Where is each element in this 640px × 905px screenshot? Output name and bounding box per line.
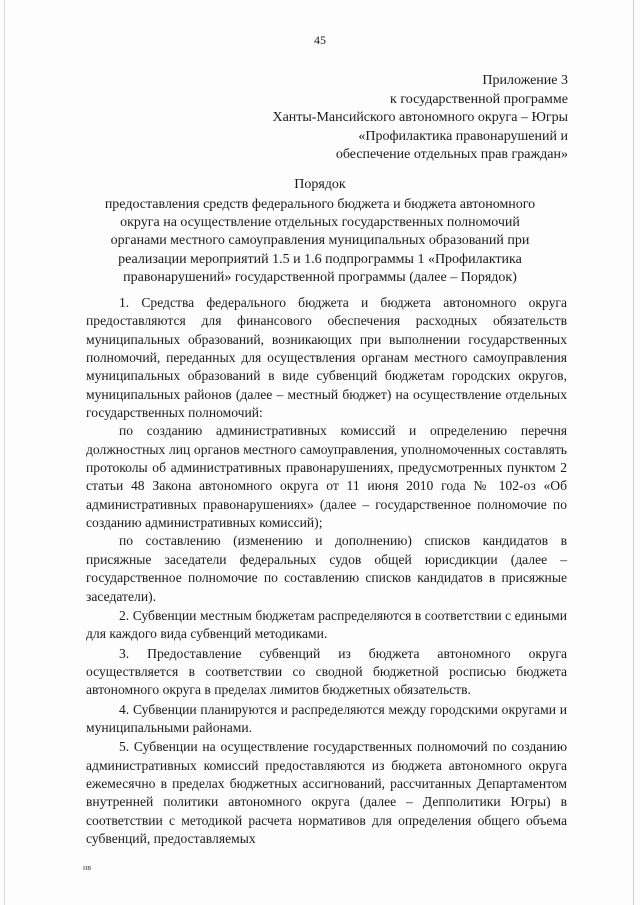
paragraph-5: 3. Предоставление субвенций из бюджета автономного округа осуществляется в соответствии со сводной бюджетной росписью бюджета автономного округа в пределах лимитов бюджетных обязательств. [86, 645, 567, 698]
subtitle-line: округа на осуществление отдельных государственных полномочий [120, 215, 520, 231]
annex-header [272, 72, 568, 165]
paragraph-7: 5. Субвенции на осуществление государственных полномочий по созданию административных комиссий предоставляются из бюджета автономного округа ежемесячно в пределах бюджетных ассигнований, рассчитанных Департаментом внутренней политики автономного округа (далее – Депполитики Югры) в соответствии с методикой расчета нормативов для определения общего объема субвенций, предоставляемых [86, 739, 567, 846]
paragraph-2: по созданию административных комиссий и определению перечня должностных лиц органов местного самоуправления, уполномоченных составлять протоколы об административных правонарушениях, предусмотренных пунктом 2 статьи 48 Закона автономного округа от 11 июня 2010 года № 102-оз «Об административных правонарушениях» (далее – государственное полномочие по созданию административных комиссий); [86, 423, 567, 531]
subtitle-line: органами местного самоуправления муниципальных образований при [110, 233, 530, 249]
scan-edge-right [633, 0, 634, 905]
subtitle-line: реализации мероприятий 1.5 и 1.6 подпрограммы 1 «Профилактика [118, 251, 522, 267]
document-subtitle [82, 196, 558, 287]
scan-edge-left [4, 0, 5, 905]
footer-initials: нв [83, 863, 92, 872]
paragraph-4: 2. Субвенции местным бюджетам распределяются в соответствии с едиными для каждого вида субвенций методиками. [86, 607, 567, 642]
document-body [86, 294, 567, 848]
subtitle-line: предоставления средств федерального бюджета и бюджета автономного [104, 197, 536, 212]
subtitle-line: правонарушений» государственной программы (далее – Порядок) [123, 269, 517, 285]
paragraph-3: по составлению (изменению и дополнению) списков кандидатов в присяжные заседатели федеральных судов общей юрисдикции (далее – государственное полномочие по составлению списков кандидатов в присяжные заседатели). [86, 533, 567, 604]
annex-line: Приложение 3 [482, 73, 568, 88]
annex-line: Ханты-Мансийского автономного округа – Югры [272, 110, 568, 125]
document-title: Порядок [294, 177, 346, 192]
page-number: 45 [314, 33, 326, 47]
paragraph-1: 1. Средства федерального бюджета и бюджета автономного округа предоставляются для финансового обеспечения расходных обязательств муниципальных образований, возникающих при выполнении государственных полномочий, переданных для осуществления органам местного самоуправления муниципальных образований в виде субвенций бюджетам городских округов, муниципальных районов (далее – местный бюджет) на осуществление отдельных государственных полномочий: [86, 295, 567, 421]
annex-line: обеспечение отдельных прав граждан» [335, 147, 568, 162]
paragraph-6: 4. Субвенции планируются и распределяются между городскими округами и муниципальными районами. [86, 701, 567, 735]
annex-line: «Профилактика правонарушений и [358, 128, 568, 144]
annex-line: к государственной программе [390, 91, 568, 107]
